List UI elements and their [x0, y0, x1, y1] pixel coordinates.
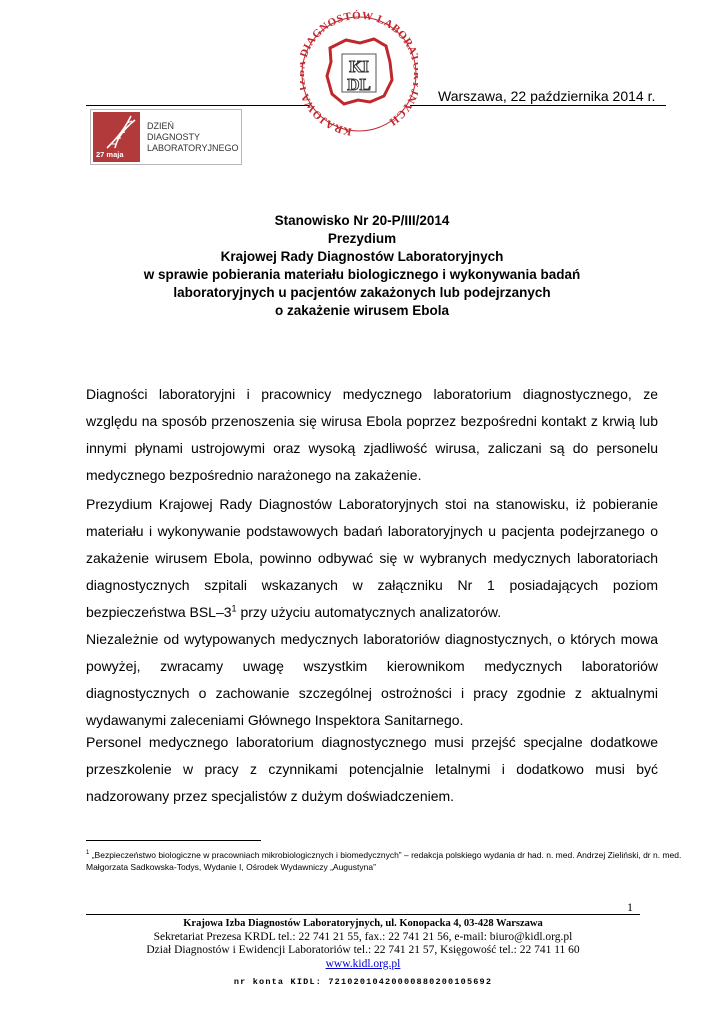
kidl-logo: [300, 10, 418, 138]
paragraph-2: [86, 491, 658, 626]
badge-red-panel: [93, 112, 140, 162]
logo-letters-top: KI: [349, 57, 369, 76]
logo-ring-text: KRAJOWA IAGNOSTÓW LABORA NYCH: [300, 10, 418, 138]
page-number: 1: [627, 900, 633, 914]
badge-line1: DZIEŃ: [147, 121, 174, 131]
document-date: Warszawa, 22 października 2014 r.: [438, 88, 656, 104]
badge-line3: LABORATORYJNEGO: [147, 143, 239, 153]
title-line-6: o zakażenie wirusem Ebola: [274, 303, 450, 318]
paragraph-3: Niezależnie od wytypowanych medycznych laboratoriów diagnostycznych, o których mowa powyżej, zwracamy uwagę wszystkim kierownikom medycznych laboratoriów diagnostycznych o zachowanie szczególnej ostrożności i pracy zgodnie z aktualnymi wydawanymi zaleceniami Głównego Inspektora Sanitarnego.: [86, 631, 658, 728]
title-line-5: laboratoryjnych u pacjentów zakażonych lub podejrzanych: [173, 285, 551, 300]
footnote-rule: [86, 840, 261, 841]
title-line-2: Prezydium: [327, 231, 397, 246]
footer-secretariat: Sekretariat Prezesa KRDL tel.: 22 741 21 55, fax.: 22 741 21 56, e-mail: biuro@kidl.org.pl: [153, 930, 573, 943]
paragraph-1: Diagności laboratoryjni i pracownicy medycznego laboratorium diagnostycznego, ze względu na sposób przenoszenia się wirusa Ebola poprzez bezpośredni kontakt z krwią lub innymi płynami ustrojowymi oraz wysoką zjadliwość wirusa, zaliczani są do personelu medycznego bezpośrednio narażonego na zakażenie.: [86, 386, 658, 483]
paragraph-2-end: przy użyciu automatycznych analizatorów.: [236, 604, 502, 620]
title-line-1: Stanowisko Nr 20-P/III/2014: [274, 213, 450, 228]
header-rule-left: [86, 105, 310, 106]
document-title: [80, 212, 644, 320]
badge-date: 27 maja: [96, 150, 124, 159]
day-badge: [90, 109, 242, 165]
footer-rule: [86, 914, 640, 915]
bank-account: nr konta KIDL: 72102010420000880200105692: [233, 977, 493, 987]
footnote-text: „Bezpieczeństwo biologiczne w pracowniach mikrobiologicznych i biomedycznych” – redakcja polskiego wydania dr had. n. med. Andrzej Zieliński, dr n. med. Małgorzata Sadkowska-Todys, Wydanie I, Ośrodek Wydawniczy „Augustyna”: [86, 849, 682, 872]
footer-address: Krajowa Izba Diagnostów Laboratoryjnych, ul. Konopacka 4, 03-428 Warszawa: [183, 918, 543, 929]
footnote: [86, 847, 686, 873]
footer-website-link[interactable]: www.kidl.org.pl: [325, 957, 401, 970]
logo-letters-bottom: DL: [347, 75, 371, 94]
badge-text: [147, 121, 239, 154]
header-rule-right: [410, 105, 666, 106]
footer-department: Dział Diagnostów i Ewidencji Laboratoriów tel.: 22 741 21 57, Księgowość tel.: 22 741 11 60: [146, 944, 580, 956]
title-line-3: Krajowej Rady Diagnostów Laboratoryjnych: [220, 249, 504, 264]
dna-icon: [101, 114, 137, 150]
footnote-mark: 1: [86, 850, 90, 856]
paragraph-4: Personel medycznego laboratorium diagnostycznego musi przejść specjalne dodatkowe przeszkolenie w pracy z czynnikami potencjalnie letalnymi i dodatkowo musi być nadzorowany przez specjalistów z dużym doświadczeniem.: [86, 734, 658, 804]
paragraph-2-text: Prezydium Krajowej Rady Diagnostów Laboratoryjnych stoi na stanowisku, iż pobieranie materiału i wykonywanie podstawowych badań laboratoryjnych u pacjenta podejrzanego o zakażenie wirusem Ebola, powinno odbywać się w wybranych medycznych laboratoriach diagnostycznych szpitali wskazanych w załączniku Nr 1 posiadających poziom bezpieczeństwa BSL–3: [86, 496, 658, 620]
footer: [86, 917, 640, 971]
title-line-4: w sprawie pobierania materiału biologicznego i wykonywania badań: [143, 267, 581, 282]
footnote-reference: 1: [231, 603, 237, 614]
badge-line2: DIAGNOSTY: [147, 132, 201, 142]
